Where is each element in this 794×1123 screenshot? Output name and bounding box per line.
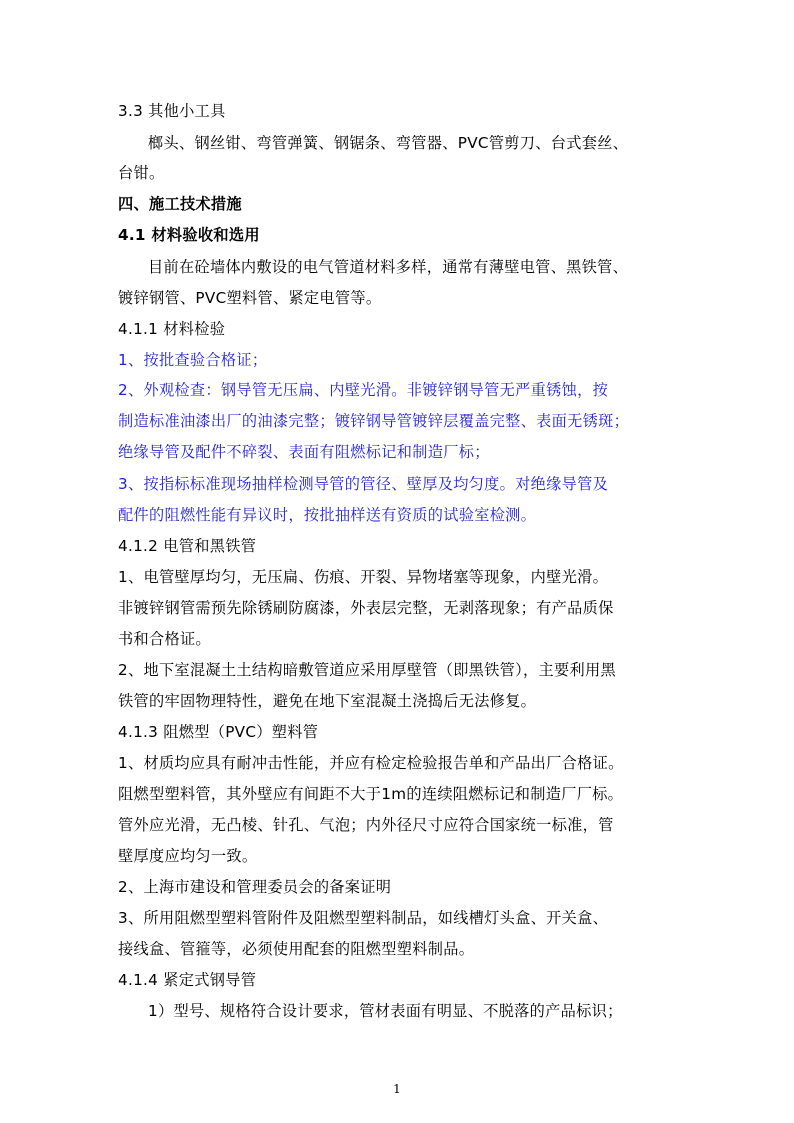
section-heading-4: 四、施工技术措施 bbox=[118, 195, 242, 213]
paragraph-line: 目前在砼墙体内敷设的电气管道材料多样，通常有薄壁电管、黑铁管、 bbox=[148, 258, 629, 276]
paragraph-line: 1、电管壁厚均匀，无压扁、伤痕、开裂、异物堵塞等现象，内壁光滑。 bbox=[118, 568, 609, 586]
paragraph-line-highlighted: 配件的阻燃性能有异议时，按批抽样送有资质的试验室检测。 bbox=[118, 506, 537, 524]
paragraph-line: 1）型号、规格符合设计要求，管材表面有明显、不脱落的产品标识； bbox=[148, 1002, 623, 1020]
paragraph-line: 3、所用阻燃型塑料管附件及阻燃型塑料制品，如线槽灯头盒、开关盒、 bbox=[118, 909, 609, 927]
subsection-heading-4-1-2: 4.1.2 电管和黑铁管 bbox=[118, 537, 257, 555]
paragraph-line: 2、地下室混凝土土结构暗敷管道应采用厚壁管（即黑铁管），主要利用黑 bbox=[118, 661, 616, 679]
subsection-heading-4-1-1: 4.1.1 材料检验 bbox=[118, 320, 226, 338]
section-heading-4-1: 4.1 材料验收和选用 bbox=[118, 226, 260, 244]
paragraph-line: 1、材质均应具有耐冲击性能，并应有检定检验报告单和产品出厂合格证。 bbox=[118, 754, 624, 772]
paragraph-line: 管外应光滑，无凸棱、针孔、气泡；内外径尺寸应符合国家统一标准，管 bbox=[118, 816, 614, 834]
paragraph-line: 镀锌钢管、PVC塑料管、紧定电管等。 bbox=[118, 289, 382, 307]
paragraph-line: 接线盒、管箍等，必须使用配套的阻燃型塑料制品。 bbox=[118, 940, 475, 958]
paragraph-line-highlighted: 绝缘导管及配件不碎裂、表面有阻燃标记和制造厂标； bbox=[118, 443, 490, 461]
paragraph-line: 2、上海市建设和管理委员会的备案证明 bbox=[118, 878, 392, 896]
paragraph-line-highlighted: 2、外观检查：钢导管无压扁、内壁光滑。非镀锌钢导管无严重锈蚀，按 bbox=[118, 381, 609, 399]
paragraph-line: 书和合格证。 bbox=[118, 630, 211, 648]
paragraph-line: 台钳。 bbox=[118, 164, 165, 182]
paragraph-line-highlighted: 制造标准油漆出厂的油漆完整；镀锌钢导管镀锌层覆盖完整、表面无锈斑； bbox=[118, 412, 630, 430]
section-heading-3-3: 3.3 其他小工具 bbox=[118, 102, 226, 120]
paragraph-line-highlighted: 1、按批查验合格证； bbox=[118, 351, 268, 369]
paragraph-line-highlighted: 3、按指标标准现场抽样检测导管的管径、壁厚及均匀度。对绝缘导管及 bbox=[118, 475, 609, 493]
paragraph-line: 非镀锌钢管需预先除锈刷防腐漆，外表层完整，无剥落现象；有产品质保 bbox=[118, 599, 614, 617]
paragraph-line: 壁厚度应均匀一致。 bbox=[118, 847, 258, 865]
paragraph-line: 阻燃型塑料管，其外壁应有间距不大于1m的连续阻燃标记和制造厂厂标。 bbox=[118, 785, 624, 803]
paragraph-line: 铁管的牢固物理特性，避免在地下室混凝土浇捣后无法修复。 bbox=[118, 692, 537, 710]
subsection-heading-4-1-3: 4.1.3 阻燃型（PVC）塑料管 bbox=[118, 723, 319, 741]
page-number: 1 bbox=[393, 1082, 401, 1096]
subsection-heading-4-1-4: 4.1.4 紧定式钢导管 bbox=[118, 971, 257, 989]
paragraph-line: 榔头、钢丝钳、弯管弹簧、钢锯条、弯管器、PVC管剪刀、台式套丝、 bbox=[148, 134, 629, 152]
